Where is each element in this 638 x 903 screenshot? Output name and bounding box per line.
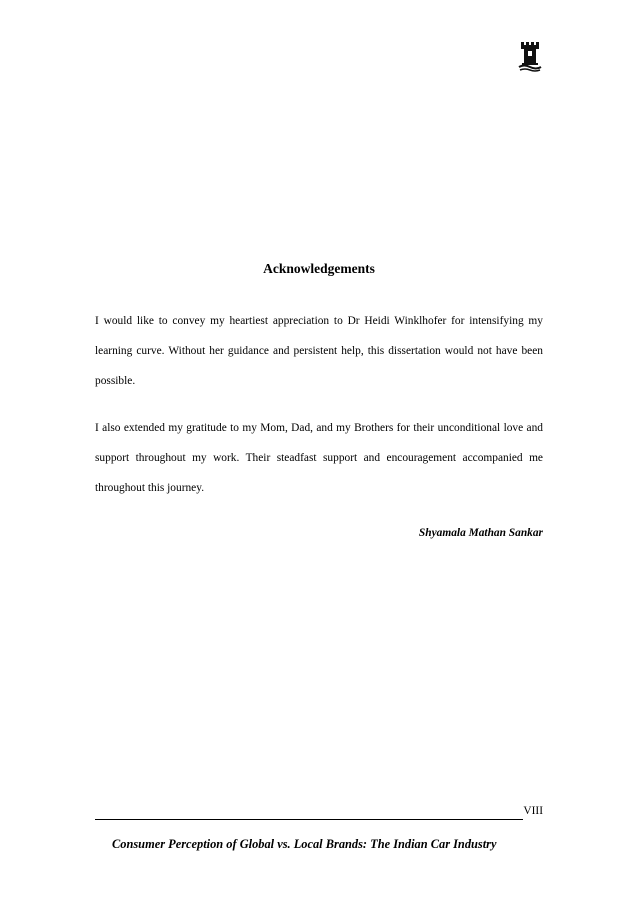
page-title: Acknowledgements (263, 261, 375, 276)
footer-divider (95, 819, 523, 820)
page-number: VIII (523, 805, 543, 817)
footer-title: Consumer Perception of Global vs. Local Brands: The Indian Car Industry (112, 837, 497, 851)
university-crest-icon (516, 38, 544, 72)
acknowledgement-paragraph: I would like to convey my heartiest appreciation to Dr Heidi Winklhofer for intensifying my learning curve. Without her guidance and persistent help, this dissertation would not have been possible. (95, 315, 543, 387)
acknowledgement-paragraph: I also extended my gratitude to my Mom, Dad, and my Brothers for their unconditional love and support throughout my work. Their steadfast support and encouragement accompanied me throughout this journey. (95, 422, 543, 494)
author-signature: Shyamala Mathan Sankar (418, 527, 543, 539)
